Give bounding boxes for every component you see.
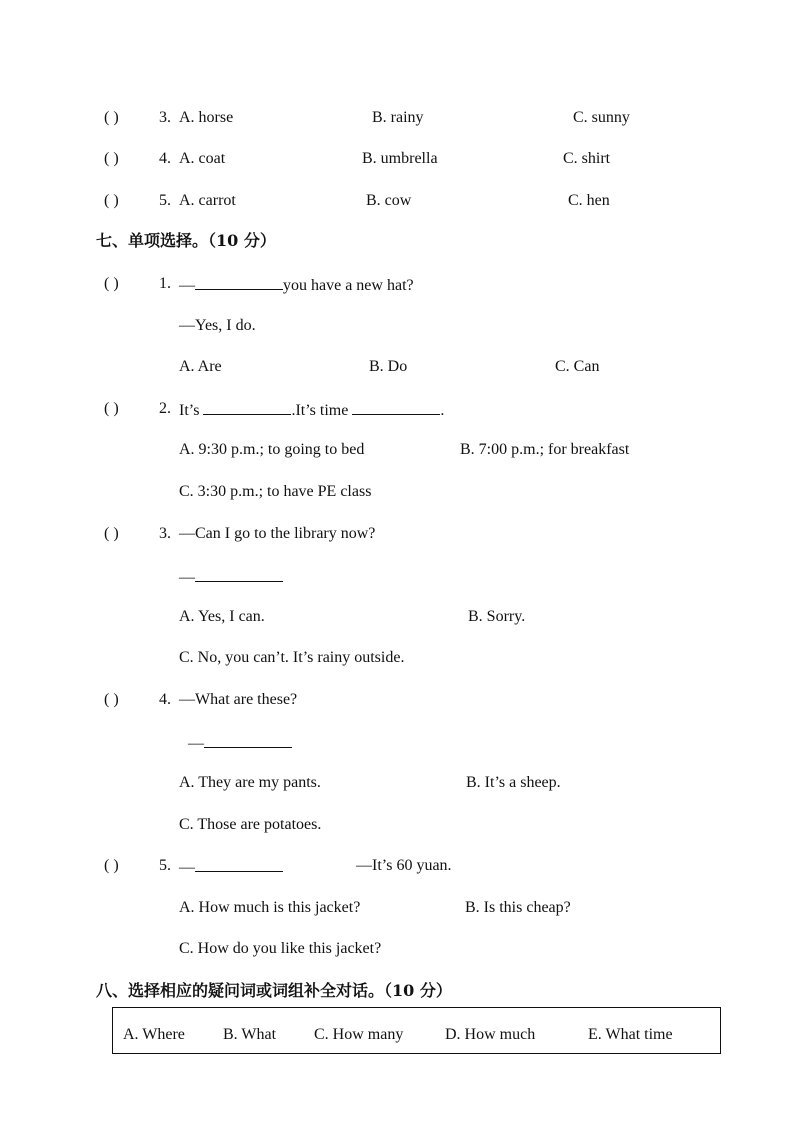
option-b: B. umbrella xyxy=(362,150,438,167)
question-stem: —Can I go to the library now? xyxy=(179,525,376,542)
option-c: C. No, you can’t. It’s rainy outside. xyxy=(179,649,405,666)
option-a: A. How much is this jacket? xyxy=(179,899,361,916)
fill-blank[interactable] xyxy=(352,399,440,415)
answer-paren[interactable]: ( ) xyxy=(104,857,119,874)
reply-line: — xyxy=(179,566,283,588)
question-stem: —What are these? xyxy=(179,691,298,708)
option-b: B. Do xyxy=(369,358,408,375)
option-a: A. 9:30 p.m.; to going to bed xyxy=(179,441,365,458)
word-bank-box xyxy=(112,1007,721,1054)
option-a: A. They are my pants. xyxy=(179,774,321,791)
answer-paren[interactable]: ( ) xyxy=(104,691,119,708)
question-number: 5. xyxy=(159,192,171,209)
answer-paren[interactable]: ( ) xyxy=(104,150,119,167)
fill-blank[interactable] xyxy=(195,856,283,872)
fill-blank[interactable] xyxy=(204,732,292,748)
question-number: 3. xyxy=(159,109,171,126)
option-a: A. Are xyxy=(179,358,222,375)
option-c: C. Those are potatoes. xyxy=(179,816,322,833)
answer-paren[interactable]: ( ) xyxy=(104,109,119,126)
question-number: 2. xyxy=(159,400,171,417)
option-a: A. carrot xyxy=(179,192,236,209)
option-c: C. sunny xyxy=(573,109,630,126)
word-bank-option: C. How many xyxy=(314,1026,404,1043)
word-bank-option: E. What time xyxy=(588,1026,673,1043)
reply-line: —Yes, I do. xyxy=(179,317,256,334)
question-number: 3. xyxy=(159,525,171,542)
question-stem: — you have a new hat? xyxy=(179,274,414,296)
word-bank-option: B. What xyxy=(223,1026,277,1043)
word-bank-option: A. Where xyxy=(123,1026,185,1043)
option-b: B. It’s a sheep. xyxy=(466,774,561,791)
option-b: B. rainy xyxy=(372,109,424,126)
section-7-title: 七、单项选择。（10 分） xyxy=(96,231,276,250)
question-stem: It’s .It’s time . xyxy=(179,399,444,421)
option-b: B. Sorry. xyxy=(468,608,526,625)
section-8-title: 八、选择相应的疑问词或词组补全对话。（10 分） xyxy=(96,981,452,1000)
answer-paren[interactable]: ( ) xyxy=(104,400,119,417)
answer-paren[interactable]: ( ) xyxy=(104,525,119,542)
option-a: A. Yes, I can. xyxy=(179,608,265,625)
option-c: C. shirt xyxy=(563,150,611,167)
question-number: 5. xyxy=(159,857,171,874)
option-c: C. Can xyxy=(555,358,600,375)
option-c: C. 3:30 p.m.; to have PE class xyxy=(179,483,372,500)
option-a: A. coat xyxy=(179,150,226,167)
answer-paren[interactable]: ( ) xyxy=(104,275,119,292)
question-number: 4. xyxy=(159,150,171,167)
option-b: B. cow xyxy=(366,192,412,209)
reply-line: —It’s 60 yuan. xyxy=(356,857,452,874)
question-number: 4. xyxy=(159,691,171,708)
answer-paren[interactable]: ( ) xyxy=(104,192,119,209)
option-b: B. 7:00 p.m.; for breakfast xyxy=(460,441,630,458)
fill-blank[interactable] xyxy=(195,566,283,582)
option-a: A. horse xyxy=(179,109,234,126)
fill-blank[interactable] xyxy=(203,399,291,415)
question-stem: — xyxy=(179,856,283,878)
option-c: C. How do you like this jacket? xyxy=(179,940,382,957)
question-number: 1. xyxy=(159,275,171,292)
fill-blank[interactable] xyxy=(195,274,283,290)
option-c: C. hen xyxy=(568,192,610,209)
word-bank-option: D. How much xyxy=(445,1026,536,1043)
reply-line: — xyxy=(188,732,292,754)
option-b: B. Is this cheap? xyxy=(465,899,571,916)
